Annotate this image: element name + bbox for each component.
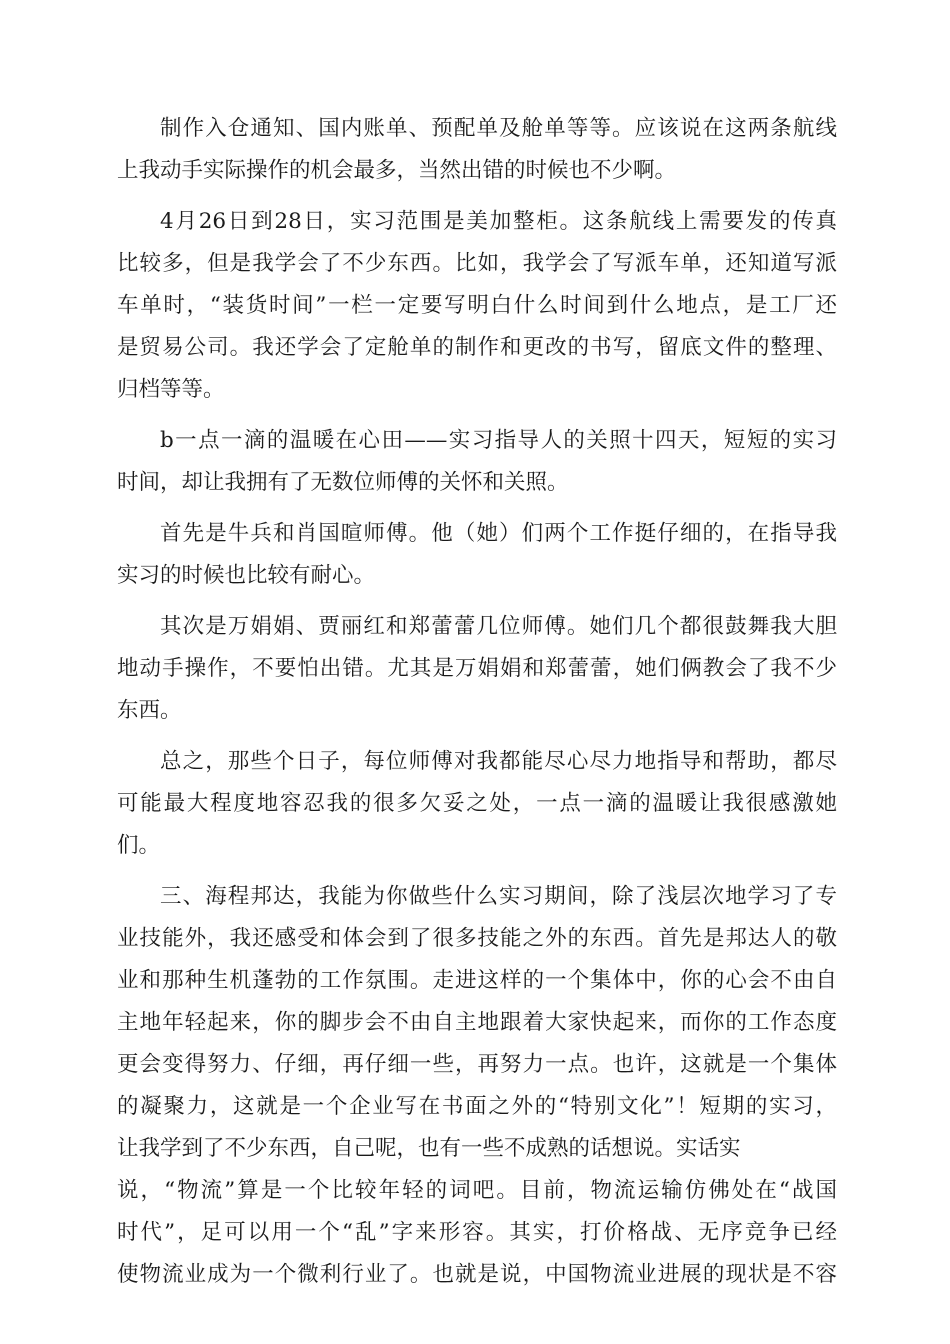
paragraph-1	[117, 108, 837, 192]
text-line: 归档等等。	[117, 377, 225, 402]
text-line: 其次是万娟娟、贾丽红和郑蕾蕾几位师傅。她们几个都很鼓舞我大胆	[160, 614, 837, 639]
paragraph-5	[117, 606, 837, 732]
text-line: 三、海程邦达，我能为你做些什么实习期间，除了浅层次地学习了专	[160, 884, 837, 909]
text-line: 4月26日到28日，实习范围是美加整柜。这条航线上需要发的传真	[160, 209, 837, 234]
text-line: b一点一滴的温暖在心田——实习指导人的关照十四天，短短的实习	[160, 428, 837, 453]
text-line: 时间，却让我拥有了无数位师傅的关怀和关照。	[117, 470, 569, 495]
text-line: 们。	[117, 833, 161, 858]
paragraph-6	[117, 741, 837, 867]
text-line: 业技能外，我还感受和体会到了很多技能之外的东西。首先是邦达人的敬	[117, 926, 837, 951]
text-line: 总之，那些个日子，每位师傅对我都能尽心尽力地指导和帮助，都尽	[160, 749, 837, 774]
text-line: 让我学到了不少东西，自己呢，也有一些不成熟的话想说。实话实	[117, 1136, 741, 1161]
text-line: 首先是牛兵和肖国暄师傅。他（她）们两个工作挺仔细的，在指导我	[160, 521, 837, 546]
paragraph-7	[117, 876, 837, 1296]
text-line: 制作入仓通知、国内账单、预配单及舱单等等。应该说在这两条航线	[160, 116, 837, 141]
text-line: 车单时，“装货时间”一栏一定要写明白什么时间到什么地点，是工厂还	[117, 293, 837, 318]
text-line: 地动手操作，不要怕出错。尤其是万娟娟和郑蕾蕾，她们俩教会了我不少	[117, 656, 837, 681]
text-line: 更会变得努力、仔细，再仔细一些，再努力一点。也许，这就是一个集体	[117, 1052, 837, 1077]
paragraph-4	[117, 513, 837, 597]
paragraph-3	[117, 420, 837, 504]
text-line: 实习的时候也比较有耐心。	[117, 563, 376, 588]
text-line: 上我动手实际操作的机会最多，当然出错的时候也不少啊。	[117, 158, 677, 183]
text-line: 时代”，足可以用一个“乱”字来形容。其实，打价格战、无序竞争已经	[117, 1220, 837, 1245]
text-line: 是贸易公司。我还学会了定舱单的制作和更改的书写，留底文件的整理、	[117, 335, 837, 360]
text-line: 主地年轻起来，你的脚步会不由自主地跟着大家快起来，而你的工作态度	[117, 1010, 837, 1035]
text-line: 使物流业成为一个微利行业了。也就是说，中国物流业进展的现状是不容	[117, 1262, 837, 1287]
text-line: 的凝聚力，这就是一个企业写在书面之外的“特别文化”！短期的实习，	[117, 1094, 837, 1119]
paragraph-2	[117, 201, 837, 411]
text-line: 东西。	[117, 698, 182, 723]
document-body	[117, 108, 837, 1305]
text-line: 比较多，但是我学会了不少东西。比如，我学会了写派车单，还知道写派	[117, 251, 837, 276]
text-line: 业和那种生机蓬勃的工作氛围。走进这样的一个集体中，你的心会不由自	[117, 968, 837, 993]
text-line: 可能最大程度地容忍我的很多欠妥之处，一点一滴的温暖让我很感激她	[117, 791, 837, 816]
text-line: 说，“物流”算是一个比较年轻的词吧。目前，物流运输仿佛处在“战国	[117, 1178, 837, 1203]
